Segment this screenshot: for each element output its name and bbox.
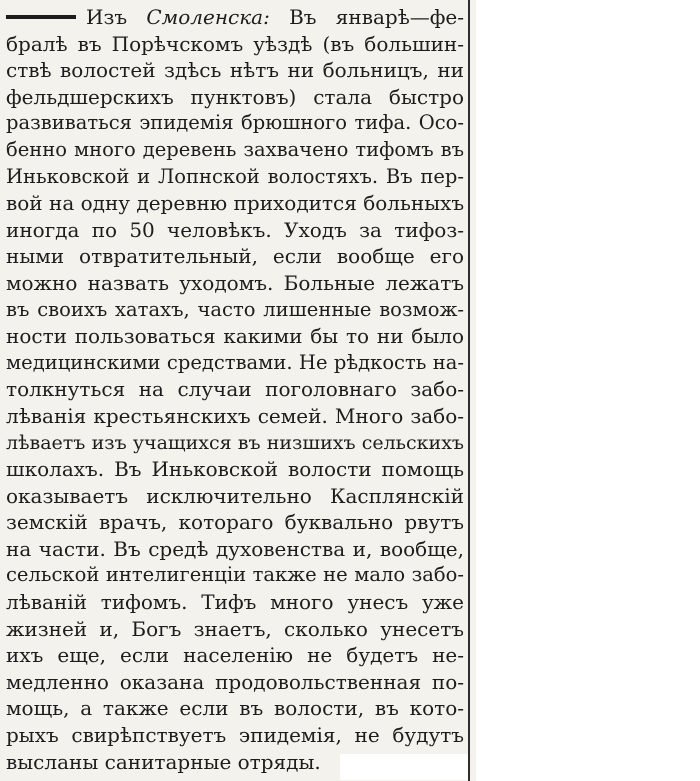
article-line: развиваться эпидемія брюшного тифа. Осо- <box>6 111 464 135</box>
article-line: Иньковской и Лопнской волостяхъ. Въ пер- <box>6 164 464 188</box>
article-line: школахъ. Въ Иньковской волости помощь <box>6 457 464 482</box>
article-line: вой на одну деревню приходится больныхъ <box>6 191 464 216</box>
article-line: ными отвратительный, если вообще его <box>6 244 464 269</box>
article-line: на части. Въ средѣ духовенства и, вообще, <box>6 536 464 561</box>
article-line: толкнуться на случаи поголовнаго забо- <box>6 377 464 402</box>
article-line: лѣваній тифомъ. Тифъ много унесъ уже <box>6 590 464 615</box>
article-last-line: высланы санитарные отряды. <box>6 749 321 774</box>
article-line: земскій врачъ, котораго буквально рвутъ <box>6 510 464 535</box>
article-line: рыхъ свирѣпствуетъ эпидемія, не будутъ <box>6 723 464 748</box>
article-line: жизней и, Богъ знаетъ, сколько унесетъ <box>6 616 464 641</box>
article-line: ности пользоваться какими бы то ни было <box>6 324 464 349</box>
article-line: сельской интелигенціи также не мало забо- <box>6 563 464 587</box>
article-body <box>6 31 464 749</box>
article-line: ствѣ волостей здѣсь нѣтъ ни больницъ, ни <box>6 58 464 83</box>
article-line: въ своихъ хатахъ, часто лишенные возмож- <box>6 297 464 321</box>
article-line: бралѣ въ Порѣчскомъ уѣздѣ (въ большин- <box>6 31 464 56</box>
article-line: бенно много деревень захвачено тифомъ въ <box>6 137 464 161</box>
article-first-line <box>6 4 464 31</box>
article-lead-in: Изъ <box>86 5 128 29</box>
article-line: лѣваетъ изъ учащихся въ низшихъ сельскихъ <box>6 431 464 454</box>
article-line: можно назвать уходомъ. Больные лежатъ <box>6 270 464 295</box>
article-line: медленно оказана продовольственная по- <box>6 669 464 694</box>
article-line: оказываетъ исключительно Касплянскій <box>6 483 464 508</box>
article-line: фельдшерскихъ пунктовъ) стала быстро <box>6 84 464 109</box>
em-dash-rule <box>6 15 76 19</box>
article-first-line-rest: Въ январѣ—фе- <box>289 5 464 29</box>
article-line: иногда по 50 человѣкъ. Уходъ за тифоз- <box>6 217 464 242</box>
paper-damage <box>340 754 468 780</box>
article-line: ихъ еще, если населенію не будетъ не- <box>6 643 464 668</box>
article-city: Смоленска: <box>146 5 270 29</box>
article-line: мощь, а также если въ волости, въ кото- <box>6 696 464 721</box>
article-line: лѣванія крестьянскихъ семей. Много забо- <box>6 403 464 428</box>
article-line: медицинскими средствами. Не рѣдкость на- <box>6 350 464 374</box>
column-rule <box>468 0 470 781</box>
news-item <box>6 4 464 775</box>
